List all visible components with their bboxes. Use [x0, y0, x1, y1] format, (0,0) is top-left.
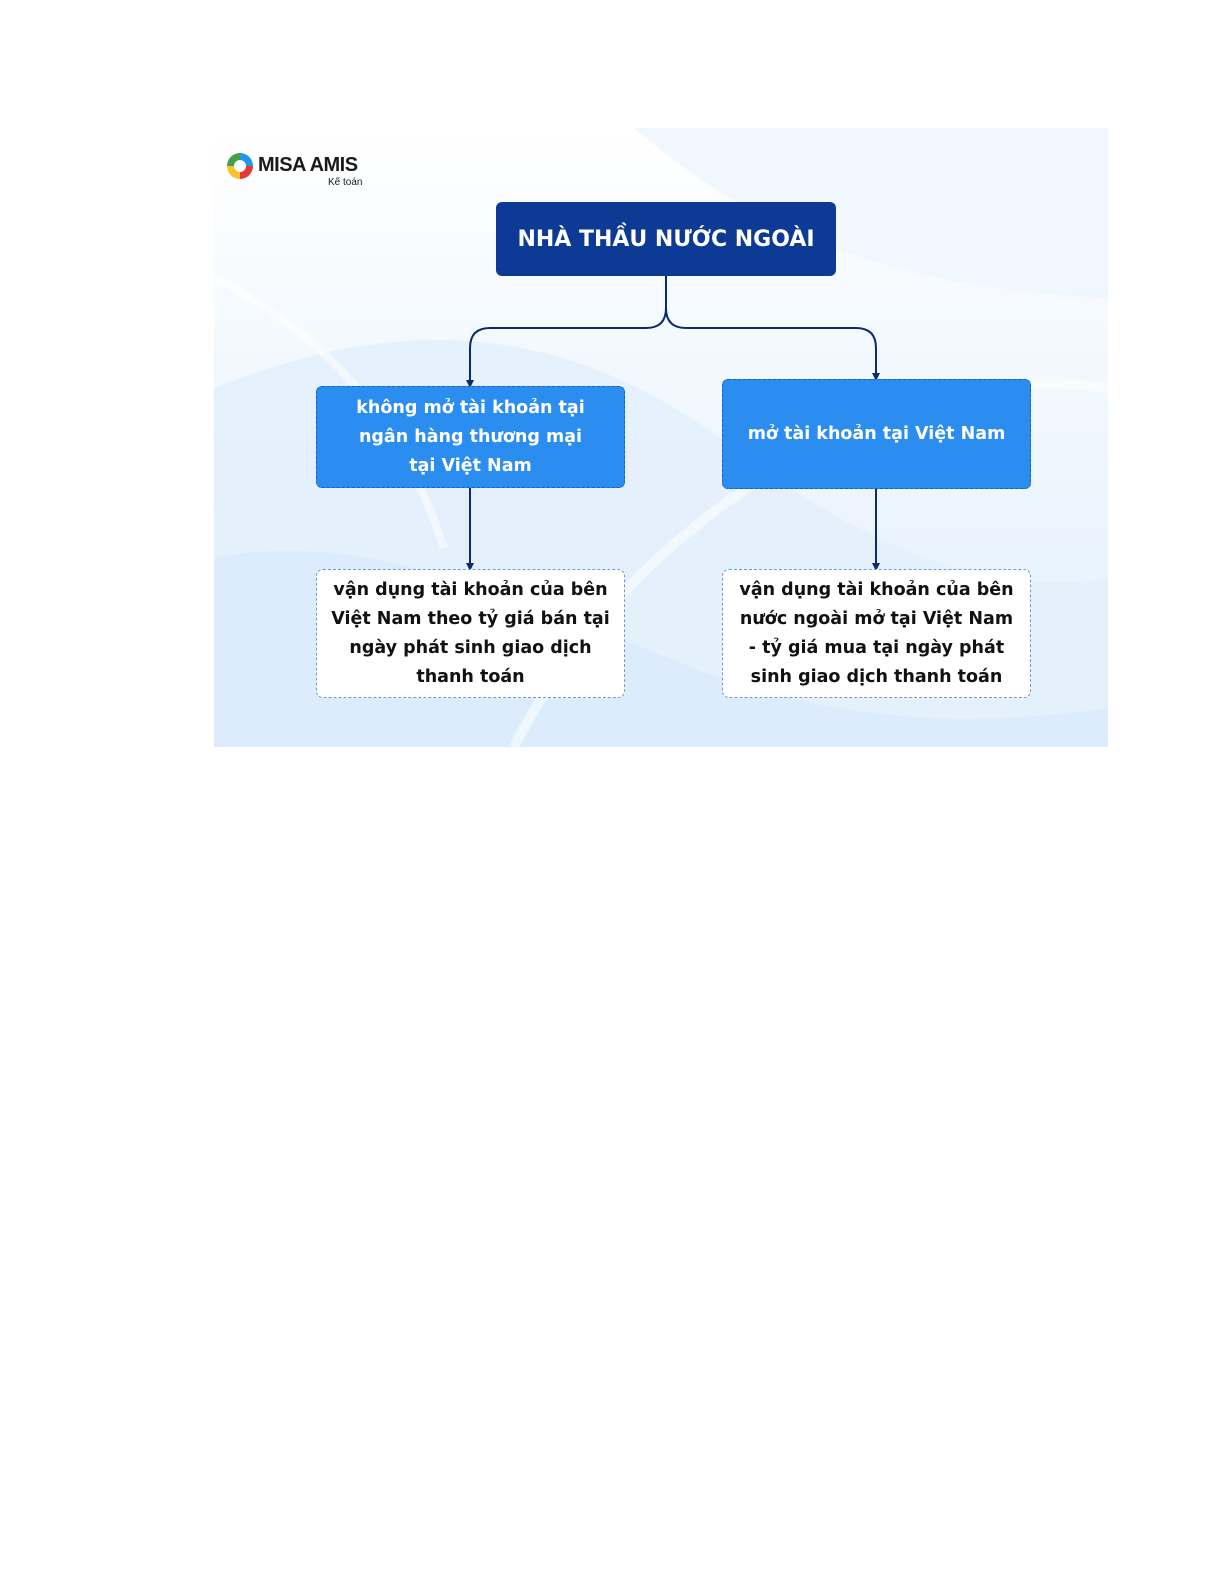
flowchart-figure [214, 128, 1108, 747]
root-node [496, 202, 836, 276]
left-branch-node [316, 386, 625, 488]
right-leaf-label: vận dụng tài khoản của bên nước ngoài mở tại Việt Nam - tỷ giá mua tại ngày phát sinh giao dịch thanh toán [739, 579, 1014, 687]
connector-root-to-right [666, 276, 876, 377]
logo-product-text: Kế toán [328, 177, 363, 188]
left-leaf-label: vận dụng tài khoản của bên Việt Nam theo tỷ giá bán tại ngày phát sinh giao dịch thanh toán [331, 579, 610, 687]
left-leaf-node [316, 569, 625, 698]
logo-brand-text: MISA AMIS [258, 154, 358, 176]
right-branch-label: mở tài khoản tại Việt Nam [747, 423, 1006, 444]
left-branch-label: không mở tài khoản tại ngân hàng thương mại tại Việt Nam [356, 397, 585, 476]
right-leaf-node [722, 569, 1031, 698]
connector-root-to-left [470, 276, 666, 384]
root-node-label: NHÀ THẦU NƯỚC NGOÀI [517, 226, 815, 252]
right-branch-node [722, 379, 1031, 489]
